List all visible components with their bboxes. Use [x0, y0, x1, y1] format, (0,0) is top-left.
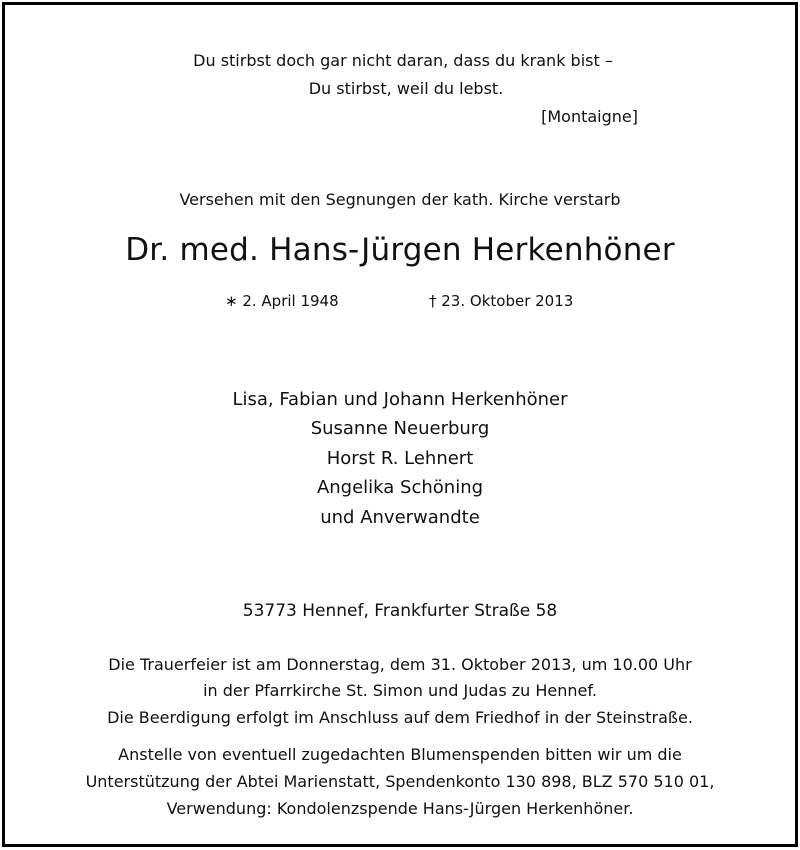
intro-text: Versehen mit den Segnungen der kath. Kirche verstarb	[179, 190, 621, 209]
funeral-info-line: Die Beerdigung erfolgt im Anschluss auf dem Friedhof in der Steinstraße.	[107, 708, 693, 727]
mourner-name: Susanne Neuerburg	[310, 418, 490, 439]
donation-info-line: Anstelle von eventuell zugedachten Blumenspenden bitten wir um die	[118, 745, 682, 764]
birth-date: ∗ 2. April 1948	[225, 292, 339, 310]
quote-line-1: Du stirbst doch gar nicht daran, dass du krank bist –	[193, 51, 613, 70]
funeral-info-line: Die Trauerfeier ist am Donnerstag, dem 31. Oktober 2013, um 10.00 Uhr	[108, 655, 692, 674]
mourner-name: Lisa, Fabian und Johann Herkenhöner	[232, 389, 568, 410]
donation-info-line: Verwendung: Kondolenzspende Hans-Jürgen Herkenhöner.	[166, 799, 634, 818]
obituary-notice	[2, 2, 798, 847]
donation-info-line: Unterstützung der Abtei Marienstatt, Spendenkonto 130 898, BLZ 570 510 01,	[85, 772, 715, 791]
family-address: 53773 Hennef, Frankfurter Straße 58	[242, 601, 558, 621]
mourner-name: Horst R. Lehnert	[326, 448, 474, 469]
quote-author: [Montaigne]	[541, 107, 638, 126]
mourner-name: Angelika Schöning	[316, 477, 484, 498]
funeral-info-line: in der Pfarrkirche St. Simon und Judas zu Hennef.	[203, 681, 597, 700]
quote-line-2: Du stirbst, weil du lebst.	[308, 79, 504, 98]
death-date: † 23. Oktober 2013	[429, 292, 574, 310]
mourner-name: und Anverwandte	[320, 507, 480, 528]
deceased-name: Dr. med. Hans-Jürgen Herkenhöner	[125, 232, 675, 268]
